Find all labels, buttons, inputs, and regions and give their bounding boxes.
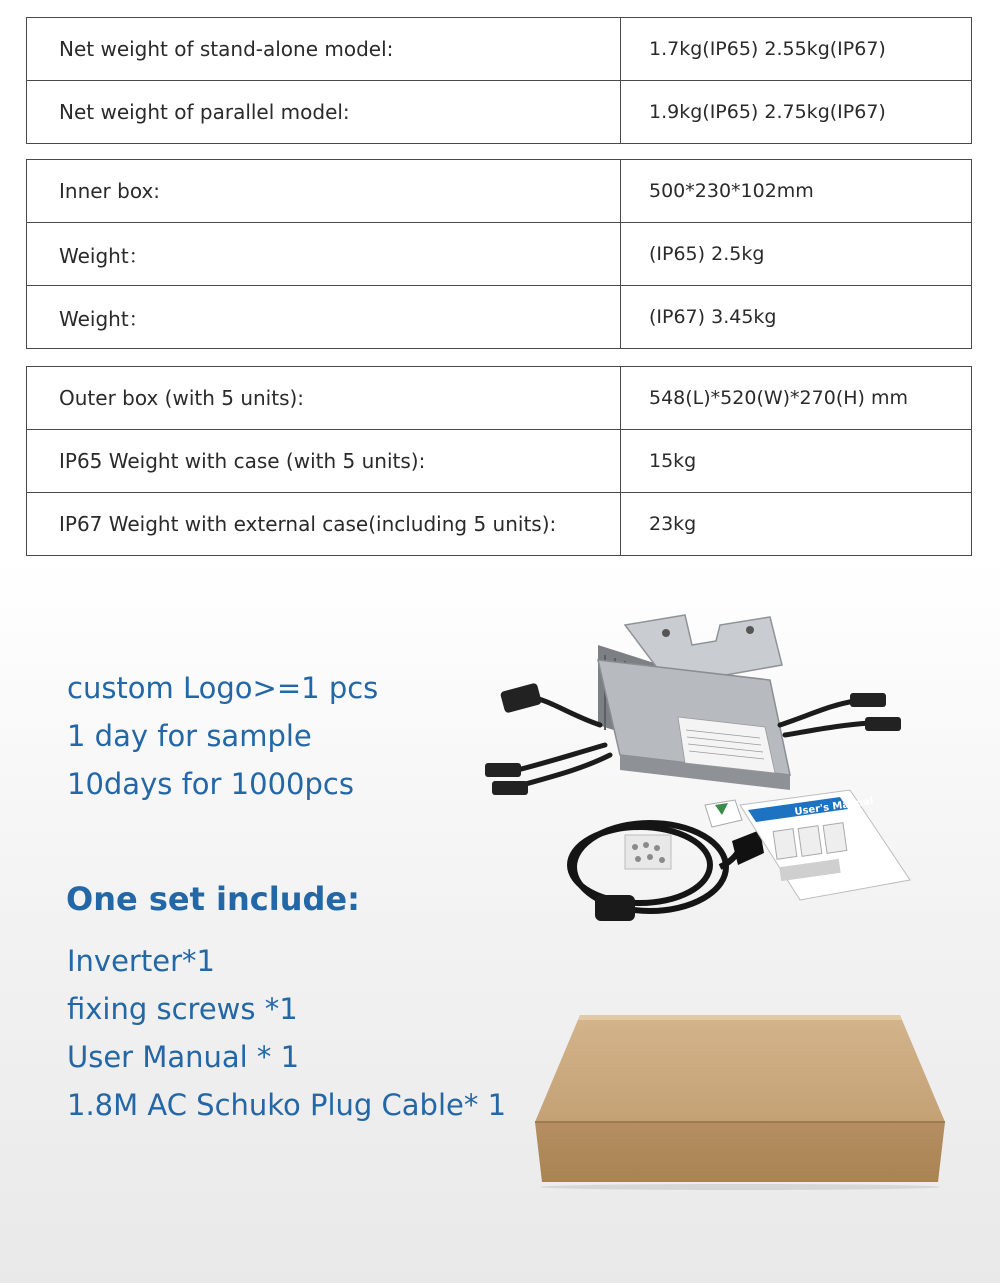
spec-label: Weight： (27, 286, 621, 349)
spec-label: IP67 Weight with external case(including 5 units): (27, 493, 621, 556)
spec-value: (IP67) 3.45kg (621, 286, 972, 349)
spec-value: (IP65) 2.5kg (621, 223, 972, 286)
table-row (27, 223, 972, 286)
spec-value: 548(L)*520(W)*270(H) mm (621, 367, 972, 430)
spec-label: Net weight of stand-alone model: (27, 18, 621, 81)
box-lid (535, 1015, 945, 1122)
promo-list (67, 664, 378, 808)
promo-line: 1 day for sample (67, 719, 312, 753)
table-row (27, 430, 972, 493)
spec-value: 1.7kg(IP65) 2.55kg(IP67) (621, 18, 972, 81)
spec-value: 23kg (621, 493, 972, 556)
spec-table-weights (26, 17, 972, 144)
user-manual (740, 790, 910, 900)
spec-label: Weight： (27, 223, 621, 286)
box-front (535, 1122, 945, 1182)
set-heading: One set include: (66, 880, 360, 918)
spec-value: 500*230*102mm (621, 160, 972, 223)
list-item: 1.8M AC Schuko Plug Cable* 1 (67, 1088, 507, 1122)
spec-value: 15kg (621, 430, 972, 493)
list-item: fixing screws *1 (67, 992, 298, 1026)
screws-pack (625, 835, 671, 869)
table-row (27, 18, 972, 81)
cardboard-box (530, 1010, 955, 1190)
table-row (27, 493, 972, 556)
manual-title: User's Manual (793, 796, 875, 818)
spec-label: Outer box (with 5 units): (27, 367, 621, 430)
spec-label: Inner box: (27, 160, 621, 223)
spec-label: IP65 Weight with case (with 5 units): (27, 430, 621, 493)
table-row (27, 160, 972, 223)
set-items-list (67, 937, 506, 1129)
table-row (27, 367, 972, 430)
list-item: Inverter*1 (67, 944, 215, 978)
product-image (470, 605, 940, 945)
spec-table-inner-box (26, 159, 972, 349)
spec-table-outer-box (26, 366, 972, 556)
spec-value: 1.9kg(IP65) 2.75kg(IP67) (621, 81, 972, 144)
promo-line: custom Logo>=1 pcs (67, 671, 379, 705)
table-row (27, 81, 972, 144)
spec-label: Net weight of parallel model: (27, 81, 621, 144)
list-item: User Manual * 1 (67, 1040, 300, 1074)
promo-line: 10days for 1000pcs (67, 767, 354, 801)
table-row (27, 286, 972, 349)
